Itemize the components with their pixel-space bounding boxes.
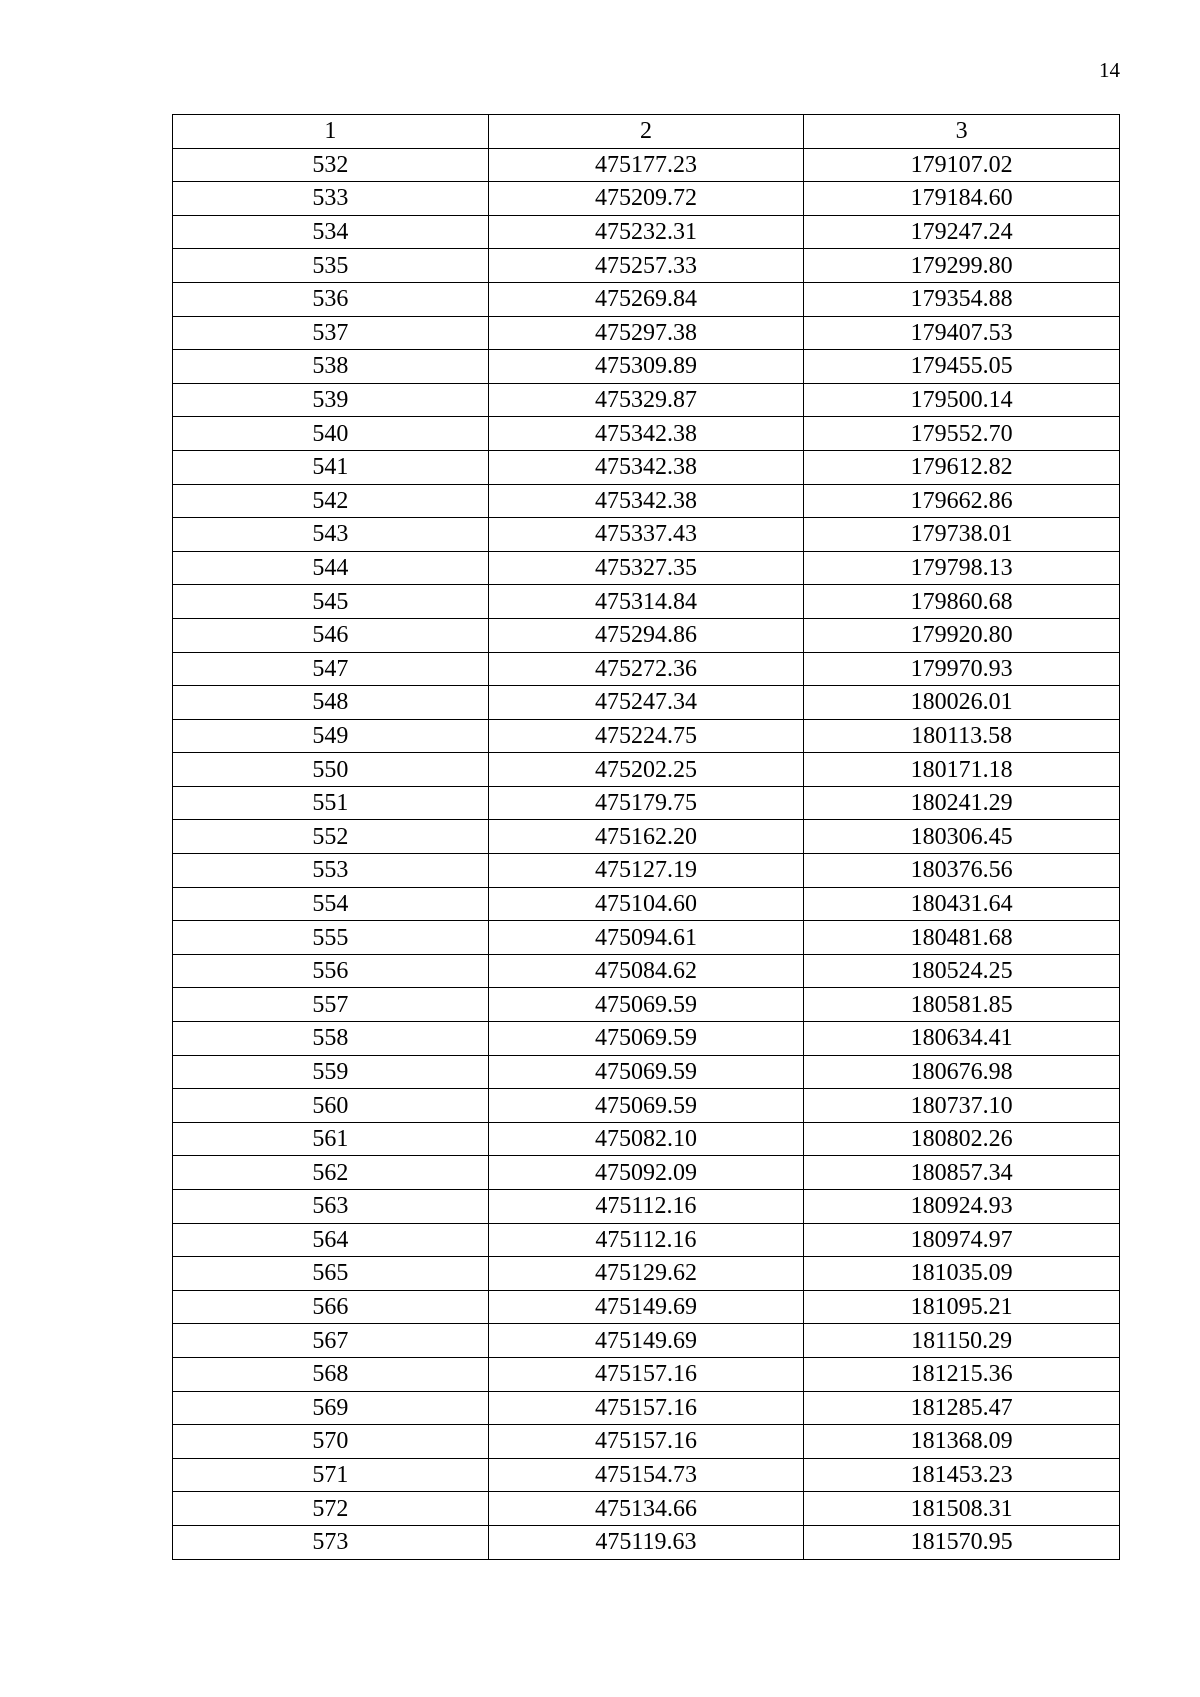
y-coordinate-cell: 179407.53 (804, 316, 1120, 350)
table-row (173, 1525, 1120, 1559)
table-row (173, 786, 1120, 820)
y-coordinate-cell: 180171.18 (804, 753, 1120, 787)
y-coordinate-cell: 180676.98 (804, 1055, 1120, 1089)
point-number-cell: 570 (173, 1425, 489, 1459)
point-number-cell: 547 (173, 652, 489, 686)
x-coordinate-cell: 475162.20 (488, 820, 804, 854)
y-coordinate-cell: 181508.31 (804, 1492, 1120, 1526)
x-coordinate-cell: 475084.62 (488, 954, 804, 988)
table-row (173, 1122, 1120, 1156)
table-row (173, 484, 1120, 518)
y-coordinate-cell: 179184.60 (804, 182, 1120, 216)
coordinates-table-body (173, 115, 1120, 1560)
point-number-cell: 551 (173, 786, 489, 820)
y-coordinate-cell: 179500.14 (804, 383, 1120, 417)
table-row (173, 1022, 1120, 1056)
y-coordinate-cell: 180737.10 (804, 1089, 1120, 1123)
table-row (173, 417, 1120, 451)
y-coordinate-cell: 179860.68 (804, 585, 1120, 619)
table-row (173, 1089, 1120, 1123)
y-coordinate-cell: 181150.29 (804, 1324, 1120, 1358)
point-number-cell: 569 (173, 1391, 489, 1425)
table-row (173, 450, 1120, 484)
x-coordinate-cell: 475104.60 (488, 887, 804, 921)
point-number-cell: 559 (173, 1055, 489, 1089)
y-coordinate-cell: 180113.58 (804, 719, 1120, 753)
y-coordinate-cell: 180924.93 (804, 1190, 1120, 1224)
point-number-cell: 548 (173, 686, 489, 720)
point-number-cell: 541 (173, 450, 489, 484)
header-cell-1: 1 (173, 115, 489, 149)
table-row (173, 350, 1120, 384)
x-coordinate-cell: 475112.16 (488, 1190, 804, 1224)
table-row (173, 954, 1120, 988)
table-row (173, 887, 1120, 921)
table-row (173, 148, 1120, 182)
point-number-cell: 537 (173, 316, 489, 350)
y-coordinate-cell: 179107.02 (804, 148, 1120, 182)
x-coordinate-cell: 475342.38 (488, 417, 804, 451)
point-number-cell: 571 (173, 1458, 489, 1492)
y-coordinate-cell: 180581.85 (804, 988, 1120, 1022)
x-coordinate-cell: 475202.25 (488, 753, 804, 787)
y-coordinate-cell: 179552.70 (804, 417, 1120, 451)
x-coordinate-cell: 475342.38 (488, 484, 804, 518)
table-row (173, 1257, 1120, 1291)
point-number-cell: 555 (173, 921, 489, 955)
point-number-cell: 533 (173, 182, 489, 216)
point-number-cell: 572 (173, 1492, 489, 1526)
table-row (173, 1290, 1120, 1324)
table-row (173, 719, 1120, 753)
point-number-cell: 563 (173, 1190, 489, 1224)
point-number-cell: 568 (173, 1357, 489, 1391)
y-coordinate-cell: 181215.36 (804, 1357, 1120, 1391)
y-coordinate-cell: 181453.23 (804, 1458, 1120, 1492)
y-coordinate-cell: 179354.88 (804, 282, 1120, 316)
x-coordinate-cell: 475272.36 (488, 652, 804, 686)
point-number-cell: 558 (173, 1022, 489, 1056)
x-coordinate-cell: 475297.38 (488, 316, 804, 350)
coordinates-table (172, 114, 1120, 1560)
table-row (173, 585, 1120, 619)
table-row (173, 1324, 1120, 1358)
x-coordinate-cell: 475069.59 (488, 988, 804, 1022)
point-number-cell: 539 (173, 383, 489, 417)
point-number-cell: 550 (173, 753, 489, 787)
table-row (173, 1391, 1120, 1425)
point-number-cell: 536 (173, 282, 489, 316)
point-number-cell: 561 (173, 1122, 489, 1156)
x-coordinate-cell: 475149.69 (488, 1290, 804, 1324)
x-coordinate-cell: 475294.86 (488, 618, 804, 652)
table-row (173, 316, 1120, 350)
table-row (173, 618, 1120, 652)
y-coordinate-cell: 180481.68 (804, 921, 1120, 955)
x-coordinate-cell: 475327.35 (488, 551, 804, 585)
x-coordinate-cell: 475247.34 (488, 686, 804, 720)
table-row (173, 249, 1120, 283)
point-number-cell: 545 (173, 585, 489, 619)
x-coordinate-cell: 475329.87 (488, 383, 804, 417)
point-number-cell: 535 (173, 249, 489, 283)
x-coordinate-cell: 475309.89 (488, 350, 804, 384)
x-coordinate-cell: 475179.75 (488, 786, 804, 820)
y-coordinate-cell: 180431.64 (804, 887, 1120, 921)
header-cell-2: 2 (488, 115, 804, 149)
point-number-cell: 544 (173, 551, 489, 585)
y-coordinate-cell: 179299.80 (804, 249, 1120, 283)
y-coordinate-cell: 181570.95 (804, 1525, 1120, 1559)
y-coordinate-cell: 180026.01 (804, 686, 1120, 720)
point-number-cell: 540 (173, 417, 489, 451)
point-number-cell: 546 (173, 618, 489, 652)
y-coordinate-cell: 180524.25 (804, 954, 1120, 988)
y-coordinate-cell: 180241.29 (804, 786, 1120, 820)
point-number-cell: 556 (173, 954, 489, 988)
point-number-cell: 565 (173, 1257, 489, 1291)
y-coordinate-cell: 179247.24 (804, 215, 1120, 249)
point-number-cell: 542 (173, 484, 489, 518)
table-row (173, 921, 1120, 955)
x-coordinate-cell: 475232.31 (488, 215, 804, 249)
table-row (173, 652, 1120, 686)
x-coordinate-cell: 475134.66 (488, 1492, 804, 1526)
header-cell-3: 3 (804, 115, 1120, 149)
table-row (173, 854, 1120, 888)
point-number-cell: 564 (173, 1223, 489, 1257)
x-coordinate-cell: 475177.23 (488, 148, 804, 182)
table-row (173, 686, 1120, 720)
point-number-cell: 562 (173, 1156, 489, 1190)
point-number-cell: 543 (173, 518, 489, 552)
y-coordinate-cell: 180306.45 (804, 820, 1120, 854)
header-row (173, 115, 1120, 149)
table-row (173, 1156, 1120, 1190)
point-number-cell: 573 (173, 1525, 489, 1559)
y-coordinate-cell: 179920.80 (804, 618, 1120, 652)
point-number-cell: 538 (173, 350, 489, 384)
y-coordinate-cell: 179738.01 (804, 518, 1120, 552)
y-coordinate-cell: 179612.82 (804, 450, 1120, 484)
y-coordinate-cell: 181285.47 (804, 1391, 1120, 1425)
point-number-cell: 557 (173, 988, 489, 1022)
x-coordinate-cell: 475119.63 (488, 1525, 804, 1559)
table-row (173, 383, 1120, 417)
table-row (173, 215, 1120, 249)
y-coordinate-cell: 181035.09 (804, 1257, 1120, 1291)
point-number-cell: 549 (173, 719, 489, 753)
x-coordinate-cell: 475149.69 (488, 1324, 804, 1358)
y-coordinate-cell: 179970.93 (804, 652, 1120, 686)
x-coordinate-cell: 475069.59 (488, 1055, 804, 1089)
x-coordinate-cell: 475069.59 (488, 1022, 804, 1056)
y-coordinate-cell: 180634.41 (804, 1022, 1120, 1056)
table-row (173, 182, 1120, 216)
y-coordinate-cell: 179798.13 (804, 551, 1120, 585)
y-coordinate-cell: 180857.34 (804, 1156, 1120, 1190)
point-number-cell: 552 (173, 820, 489, 854)
point-number-cell: 553 (173, 854, 489, 888)
table-row (173, 518, 1120, 552)
table-row (173, 1190, 1120, 1224)
table-row (173, 1425, 1120, 1459)
point-number-cell: 554 (173, 887, 489, 921)
table-row (173, 988, 1120, 1022)
table-row (173, 753, 1120, 787)
x-coordinate-cell: 475314.84 (488, 585, 804, 619)
x-coordinate-cell: 475224.75 (488, 719, 804, 753)
x-coordinate-cell: 475069.59 (488, 1089, 804, 1123)
point-number-cell: 534 (173, 215, 489, 249)
point-number-cell: 560 (173, 1089, 489, 1123)
table-row (173, 1357, 1120, 1391)
x-coordinate-cell: 475157.16 (488, 1425, 804, 1459)
page-number: 14 (1099, 58, 1120, 82)
y-coordinate-cell: 180802.26 (804, 1122, 1120, 1156)
x-coordinate-cell: 475094.61 (488, 921, 804, 955)
table-row (173, 1223, 1120, 1257)
x-coordinate-cell: 475157.16 (488, 1357, 804, 1391)
point-number-cell: 566 (173, 1290, 489, 1324)
table-row (173, 820, 1120, 854)
y-coordinate-cell: 180974.97 (804, 1223, 1120, 1257)
point-number-cell: 567 (173, 1324, 489, 1358)
y-coordinate-cell: 179455.05 (804, 350, 1120, 384)
x-coordinate-cell: 475082.10 (488, 1122, 804, 1156)
table-row (173, 282, 1120, 316)
table-row (173, 551, 1120, 585)
x-coordinate-cell: 475092.09 (488, 1156, 804, 1190)
x-coordinate-cell: 475269.84 (488, 282, 804, 316)
y-coordinate-cell: 181095.21 (804, 1290, 1120, 1324)
x-coordinate-cell: 475129.62 (488, 1257, 804, 1291)
x-coordinate-cell: 475209.72 (488, 182, 804, 216)
table-row (173, 1055, 1120, 1089)
x-coordinate-cell: 475337.43 (488, 518, 804, 552)
x-coordinate-cell: 475127.19 (488, 854, 804, 888)
x-coordinate-cell: 475342.38 (488, 450, 804, 484)
table-row (173, 1458, 1120, 1492)
point-number-cell: 532 (173, 148, 489, 182)
y-coordinate-cell: 181368.09 (804, 1425, 1120, 1459)
y-coordinate-cell: 180376.56 (804, 854, 1120, 888)
x-coordinate-cell: 475112.16 (488, 1223, 804, 1257)
x-coordinate-cell: 475157.16 (488, 1391, 804, 1425)
x-coordinate-cell: 475257.33 (488, 249, 804, 283)
table-row (173, 1492, 1120, 1526)
y-coordinate-cell: 179662.86 (804, 484, 1120, 518)
x-coordinate-cell: 475154.73 (488, 1458, 804, 1492)
